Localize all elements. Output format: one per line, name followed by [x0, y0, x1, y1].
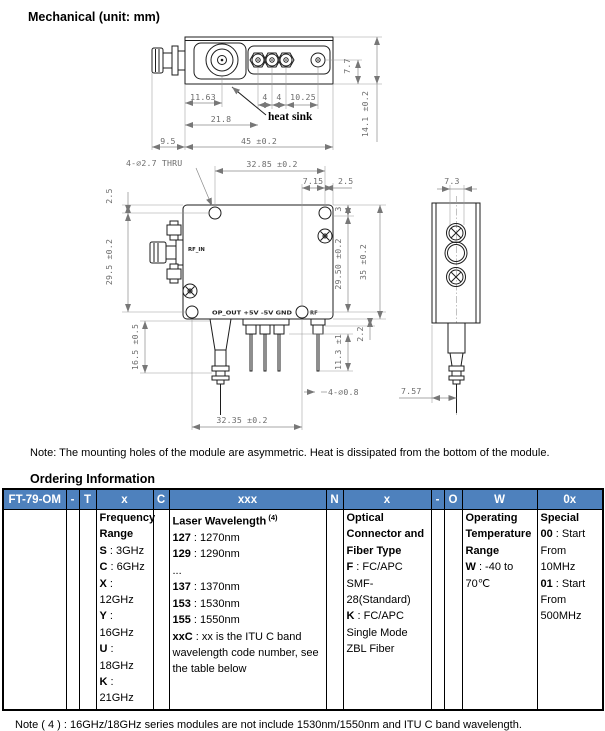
cell-n-empty	[326, 510, 343, 710]
dim-32-85: 32.85 ±0.2	[246, 159, 298, 169]
dim-7-57: 7.57	[401, 386, 422, 396]
cell-o-empty	[444, 510, 462, 710]
cell-laser-wavelength: Laser Wavelength $^{(4)}$ 127 : 1270nm 129 : 1290nm ... 137 : 1370nm 153 : 1530nm 155 : 1550nm xxC : xx is the ITU C band wavelength code number, see the table below	[169, 510, 326, 710]
cell-operating-temperature: Operating Temperature Range W : -40 to 70℃	[462, 510, 537, 710]
dim-7-7: 7.7	[342, 58, 352, 74]
cell-special: Special 00 : Start From 10MHz 01 : Start From 500MHz	[537, 510, 603, 710]
module-body-front	[183, 205, 333, 319]
dim-4a: 4	[262, 92, 268, 102]
optical-connector-top	[206, 44, 238, 76]
header-col-dash1: -	[66, 489, 79, 510]
header-col-special: 0x	[537, 489, 603, 510]
cell-dash1-empty	[66, 510, 79, 710]
dim-21-8: 21.8	[210, 114, 232, 124]
ordering-table-body-row	[3, 510, 603, 710]
fiber-pigtail-side	[448, 323, 465, 413]
dim-10-25: 10.25	[290, 92, 316, 102]
rf-label: RF	[310, 310, 318, 317]
mechanical-drawing	[0, 25, 605, 442]
header-col-o: O	[444, 489, 462, 510]
dim-2-5-right: 2.5	[338, 176, 354, 186]
dim-35: 35 ±0.2	[358, 244, 368, 280]
module-body-side	[432, 203, 480, 323]
header-col-connector: x	[343, 489, 431, 510]
header-col-t: T	[79, 489, 96, 510]
side-view	[399, 176, 480, 415]
cell-dash2-empty	[431, 510, 444, 710]
cell-c-empty	[153, 510, 169, 710]
pinout-label: OP_OUT +5V -5V GND	[212, 310, 293, 317]
dim-4b: 4	[276, 92, 282, 102]
dim-14-1: 14.1 ±0.2	[360, 90, 370, 138]
dim-7-15: 7.15	[302, 176, 324, 186]
ordering-table-header-row	[3, 489, 603, 510]
dim-29-50: 29.50 ±0.2	[333, 238, 343, 290]
dim-9-5: 9.5	[160, 136, 176, 146]
rf-in-connector	[150, 221, 183, 283]
header-col-n: N	[326, 489, 343, 510]
cell-frequency-range: Frequency Range S : 3GHz C : 6GHz X : 12GHz Y : 16GHz U : 18GHz K : 21GHz	[96, 510, 153, 710]
cell-model-empty	[3, 510, 66, 710]
dim-45: 45 ±0.2	[241, 136, 277, 146]
dim-11-3: 11.3 ±1	[333, 334, 343, 370]
header-col-model: FT-79-OM	[3, 489, 66, 510]
header-col-frequency: x	[96, 489, 153, 510]
ordering-table	[2, 488, 604, 711]
front-view	[104, 158, 386, 430]
dc-pins	[243, 319, 325, 371]
dim-pins: 4-∅0.8	[328, 387, 359, 397]
cell-optical-connector: Optical Connector and Fiber Type F : FC/APC SMF-28(Standard) K : FC/APC Single Mode ZBL Fiber	[343, 510, 431, 710]
header-col-c: C	[153, 489, 169, 510]
top-view	[152, 37, 382, 150]
header-col-dash2: -	[431, 489, 444, 510]
rf-in-label: RF_IN	[188, 247, 205, 253]
cell-t-empty	[79, 510, 96, 710]
dim-holes-callout: 4-∅2.7 THRU	[126, 158, 183, 168]
dim-32-35: 32.35 ±0.2	[216, 415, 268, 425]
dim-7-3: 7.3	[444, 176, 460, 186]
dim-2-2: 2.2	[355, 326, 365, 342]
dim-2-5-left: 2.5	[104, 188, 114, 204]
dim-29-5: 29.5 ±0.2	[104, 238, 114, 286]
header-col-temperature: W	[462, 489, 537, 510]
fiber-pigtail-front	[210, 319, 231, 415]
dim-11-63: 11.63	[190, 92, 216, 102]
dim-3: 3	[333, 206, 343, 212]
header-col-wavelength: xxx	[169, 489, 326, 510]
ordering-heading: Ordering Information	[30, 472, 155, 486]
footer-note: Note ( 4 ) : 16GHz/18GHz series modules are not include 1530nm/1550nm and ITU C band wavelength.	[15, 718, 522, 731]
dim-16-5: 16.5 ±0.5	[130, 323, 140, 371]
rf-connector-top	[152, 46, 185, 75]
heat-sink-label: heat sink	[268, 111, 313, 123]
mechanical-note: Note: The mounting holes of the module are asymmetric. Heat is dissipated from the bottom of the module.	[30, 447, 550, 459]
page-title: Mechanical (unit: mm)	[28, 10, 160, 24]
